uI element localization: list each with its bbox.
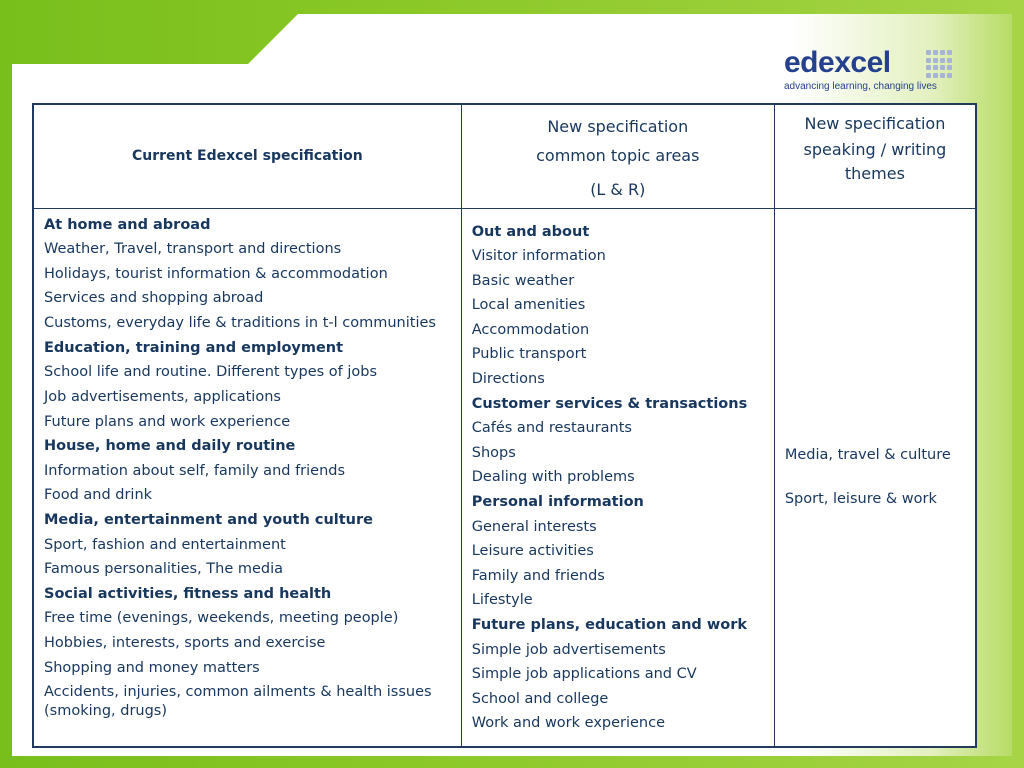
current-spec-item-heading: At home and abroad bbox=[44, 216, 211, 233]
current-spec-item: School life and routine. Different types of jobs bbox=[44, 364, 378, 381]
topic-area-item: Simple job applications and CV bbox=[471, 666, 697, 683]
specification-table bbox=[32, 103, 977, 748]
current-spec-cell bbox=[33, 208, 461, 747]
topic-area-item: Directions bbox=[471, 371, 545, 388]
current-spec-item: Hobbies, interests, sports and exercise bbox=[44, 635, 326, 651]
topic-area-item-heading: Future plans, education and work bbox=[471, 617, 748, 633]
edexcel-logo bbox=[784, 46, 954, 96]
table-body-row bbox=[33, 208, 976, 747]
topic-area-item-heading: Out and about bbox=[471, 223, 590, 240]
topic-area-item: Family and friends bbox=[471, 567, 605, 584]
topic-area-item: Local amenities bbox=[471, 297, 586, 314]
themes-cell bbox=[774, 208, 976, 747]
current-spec-item-heading: House, home and daily routine bbox=[44, 438, 296, 455]
topic-areas-list bbox=[472, 220, 764, 736]
current-spec-item: Food and drink bbox=[44, 487, 153, 504]
table-header-row bbox=[33, 104, 976, 208]
current-spec-item: Future plans and work experience bbox=[44, 413, 291, 430]
current-spec-item: Sport, fashion and entertainment bbox=[44, 536, 286, 553]
header-topic-line: New specification bbox=[547, 117, 689, 136]
current-spec-item: Information about self, family and friends bbox=[44, 462, 346, 479]
current-spec-item-heading: Education, training and employment bbox=[44, 339, 344, 356]
topic-area-item: Leisure activities bbox=[471, 543, 594, 560]
topic-area-item: Lifestyle bbox=[471, 592, 533, 609]
current-spec-item: Famous personalities, The media bbox=[44, 561, 284, 578]
topic-areas-cell bbox=[461, 208, 774, 747]
header-themes bbox=[774, 104, 976, 208]
header-themes-line: speaking / writing themes bbox=[803, 140, 947, 183]
current-spec-item-heading: Social activities, fitness and health bbox=[44, 585, 332, 602]
logo-wordmark: edexcel bbox=[784, 46, 891, 79]
topic-area-item: Accommodation bbox=[471, 321, 590, 338]
current-spec-item: Customs, everyday life & traditions in t-l communities bbox=[44, 314, 436, 331]
current-spec-item: Holidays, tourist information & accommodation bbox=[44, 265, 388, 282]
theme-item: Media, travel & culture bbox=[784, 447, 951, 464]
current-spec-item: Free time (evenings, weekends, meeting people) bbox=[44, 610, 399, 627]
header-topic-areas bbox=[461, 104, 774, 208]
topic-area-item: Visitor information bbox=[471, 248, 606, 265]
current-spec-item: Weather, Travel, transport and directions bbox=[44, 241, 342, 258]
logo-grid-icon bbox=[926, 50, 954, 78]
logo-tagline: advancing learning, changing lives bbox=[784, 81, 937, 92]
current-spec-item: Job advertisements, applications bbox=[44, 389, 281, 406]
topic-area-item: Dealing with problems bbox=[471, 469, 635, 486]
theme-item: Sport, leisure & work bbox=[784, 491, 937, 508]
topic-area-item: Cafés and restaurants bbox=[471, 420, 632, 437]
topic-area-item-heading: Personal information bbox=[471, 494, 644, 511]
header-current-spec: Current Edexcel specification bbox=[33, 104, 461, 208]
topic-area-item-heading: Customer services & transactions bbox=[471, 395, 748, 412]
header-themes-line: New specification bbox=[804, 114, 946, 133]
current-spec-list bbox=[44, 213, 451, 725]
current-spec-item: Services and shopping abroad bbox=[44, 290, 264, 307]
topic-area-item: Simple job advertisements bbox=[471, 641, 666, 658]
topic-area-item: Basic weather bbox=[471, 272, 575, 289]
current-spec-item-heading: Media, entertainment and youth culture bbox=[44, 512, 373, 529]
topic-area-item: Public transport bbox=[471, 346, 587, 363]
header-topic-line: common topic areas bbox=[536, 146, 700, 165]
current-spec-item: Shopping and money matters bbox=[44, 659, 260, 676]
topic-area-item: Shops bbox=[471, 444, 516, 461]
topic-area-item: School and college bbox=[471, 690, 609, 707]
topic-area-item: General interests bbox=[471, 518, 597, 535]
topic-area-item: Work and work experience bbox=[471, 715, 666, 732]
header-topic-line: (L & R) bbox=[590, 180, 646, 199]
current-spec-item: Accidents, injuries, common ailments & health issues (smoking, drugs) bbox=[44, 684, 432, 720]
